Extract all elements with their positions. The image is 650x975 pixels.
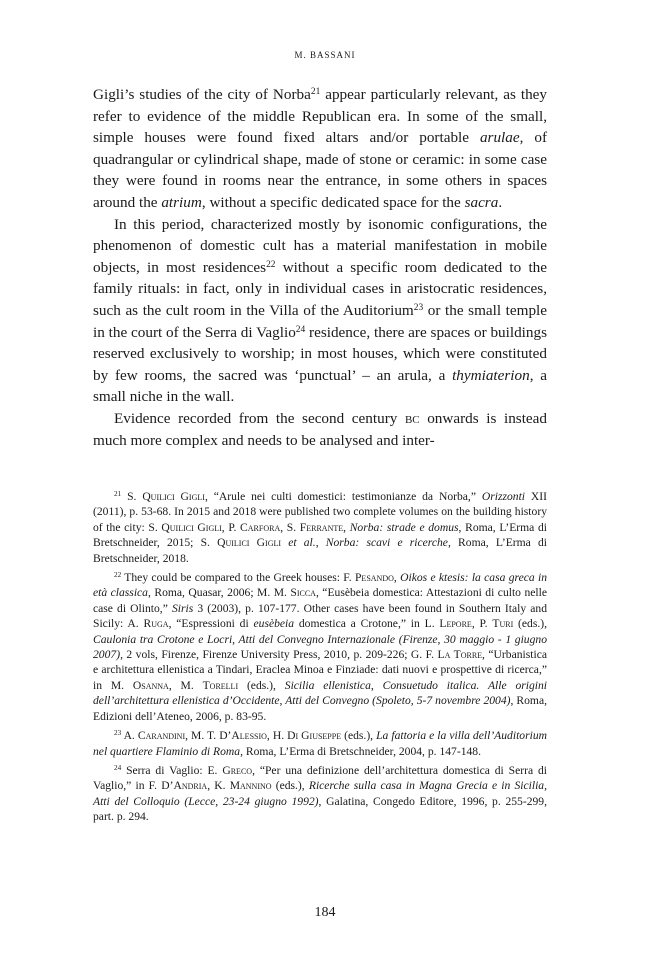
- footnote-number: 22: [114, 571, 122, 580]
- body-paragraph-3: Evidence recorded from the second century bc onwards is instead much more complex and needs to be analysed and inter-: [93, 409, 547, 449]
- footnote-ref-21[interactable]: 21: [310, 86, 321, 97]
- body-paragraph-2: In this period, characterized mostly by isonomic configurations, the phenomenon of domestic cult has a material manifestation in mobile objects, in most residences$^{22}$ without a specific room dedicated to the family rituals: in fact, only in individual cases in aristocratic residences, such as the cult room in the Villa of the Auditorium$^{23}$ or the small temple in the court of the Serra di Vaglio$^{24}$ residence, there are spaces or buildings reserved exclusively to worship; in most houses, which were constituted by few rooms, the sacred was ‘punctual’ – an arula, a thymiaterion, a small niche in the wall.: [93, 215, 548, 406]
- footnote-number: 23: [114, 729, 122, 738]
- footnote-21: $^{21}$ S. Quilici Gigli, “Arule nei culti domestici: testimonianze da Norba,” Orizzonti XII (2011), p. 53-68. In 2015 and 2018 were published two complete volumes on the building history of the city: S. Quilici Gigli, P. Carfora, S. Ferrante, Norba: strade e domus, Roma, L’Erma di Bretschneider, 2015; S. Quilici Gigli et al., Norba: scavi e ricerche, Roma, L’Erma di Bretschneider, 2018.: [93, 490, 547, 565]
- footnote-number: 24: [114, 763, 122, 772]
- footnote-ref-23[interactable]: 23: [413, 302, 424, 313]
- footnote-ref-22[interactable]: 22: [266, 259, 276, 270]
- footnote-23: $^{23}$ A. Carandini, M. T. D’Alessio, H. Di Giuseppe (eds.), La fattoria e la villa dell’Auditorium nel quartiere Flaminio di Roma, Roma, L’Erma di Bretschneider, 2004, p. 147-148.: [93, 729, 547, 758]
- page-number: 184: [314, 905, 336, 920]
- footnotes: [93, 489, 547, 829]
- footnote-ref-24[interactable]: 24: [295, 324, 306, 335]
- running-head: M. BASSANI: [294, 50, 356, 60]
- footnote-number: 21: [114, 490, 122, 499]
- body-text: [93, 84, 547, 451]
- body-paragraph-1: Gigli’s studies of the city of Norba$^{21}$ appear particularly relevant, as they refer to evidence of the middle Republican era. In some of the small, simple houses were found fixed altars and/or portable arulae, of quadrangular or cylindrical shape, made of stone or ceramic: in some case they were found in rooms near the entrance, in some others in spaces around the atrium, without a specific dedicated space for the sacra.: [93, 86, 548, 211]
- footnote-24: $^{24}$ Serra di Vaglio: E. Greco, “Per una definizione dell’architettura domestica di Serra di Vaglio,” in F. D’Andria, K. Mannino (eds.), Ricerche sulla casa in Magna Grecia e in Sicilia, Atti del Colloquio (Lecce, 23-24 giugno 1992), Galatina, Congedo Editore, 1996, p. 255-299, part. p. 294.: [93, 763, 548, 824]
- footnote-22: $^{22}$ They could be compared to the Greek houses: F. Pesando, Oikos e ktesis: la casa greca in età classica, Roma, Quasar, 2006; M. M. Sicca, “Eusèbeia domestica: Attestazioni di culto nelle case di Olinto,” Siris 3 (2003), p. 107-177. Other cases have been found in Southern Italy and Sicily: A. Ruga, “Espressioni di eusèbeia domestica a Crotone,” in L. Lepore, P. Turi (eds.), Caulonia tra Crotone e Locri, Atti del Convegno Internazionale (Firenze, 30 maggio - 1 giugno 2007), 2 vols, Firenze, Firenze University Press, 2010, p. 209-226; G. F. La Torre, “Urbanistica e architettura ellenistica a Tindari, Eraclea Minoa e Finziade: dati nuovi e prospettive di ricerca,” in M. Osanna, M. Torelli (eds.), Sicilia ellenistica, Consuetudo italica. Alle origini dell’architettura ellenistica d’Occidente, Atti del Convegno (Spoleto, 5-7 novembre 2004), Roma, Edizioni dell’Ateneo, 2006, p. 83-95.: [93, 571, 548, 723]
